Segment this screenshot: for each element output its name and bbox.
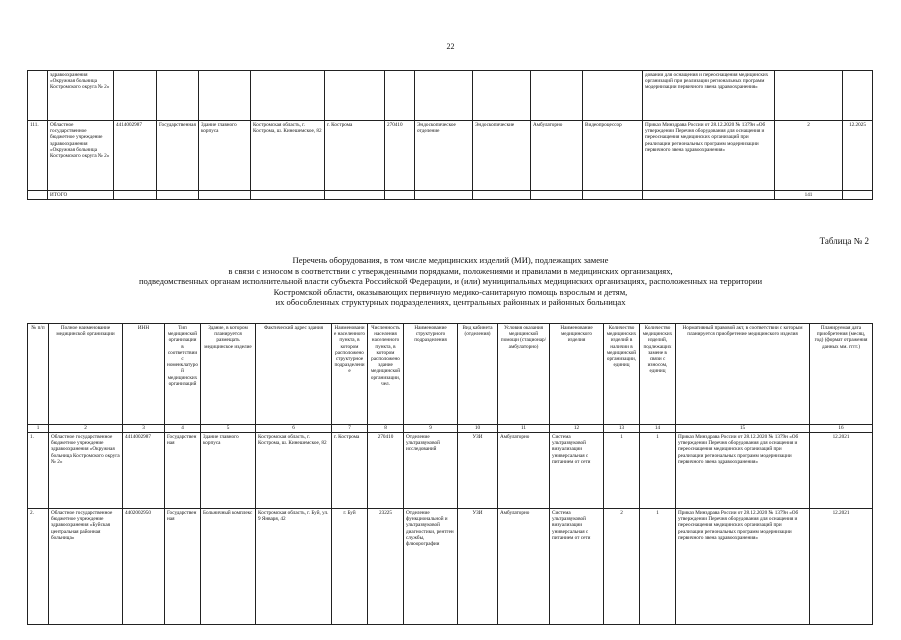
column-number: 2 xyxy=(49,425,123,433)
cell-date: 12.2025 xyxy=(843,121,873,191)
cell-address: Костромская область, г. Кострома, ш. Кинешемское, 82 xyxy=(256,433,332,509)
header-cell: Количество медицинских изделий, подлежащих замене в связи с износом, единиц xyxy=(640,324,676,425)
cell-qty-replace: 1 xyxy=(640,509,676,625)
cell-qty: 2 xyxy=(775,121,843,191)
heading-line: в связи с износом в соответствии с утвержденными порядками, положениями и правилами в медицинских организациях, xyxy=(228,265,673,276)
cell-inn: 4414002987 xyxy=(123,433,165,509)
header-cell: Планируемая дата приобретения (месяц, год) (формат отражения данных мм. гггг.) xyxy=(810,324,873,425)
column-number: 14 xyxy=(640,425,676,433)
header-cell: Фактический адрес здания xyxy=(256,324,332,425)
cell-org: здравоохранения «Окружная больница Костромского округа № 2» xyxy=(48,71,114,121)
cell-date: 12.2021 xyxy=(810,433,873,509)
cell-department: Отделение ультразвуковой исследований xyxy=(404,433,458,509)
cell-org: Областное государственное бюджетное учреждение здравоохранения «Буйская центральная районная больница» xyxy=(49,509,123,625)
header-cell: Нормативный правовой акт, в соответствии с которым планируется приобретение медицинского изделия xyxy=(676,324,810,425)
column-number: 11 xyxy=(498,425,550,433)
column-number: 1 xyxy=(28,425,49,433)
column-number: 15 xyxy=(676,425,810,433)
table-row xyxy=(28,121,873,191)
cell-org: Областное государственное бюджетное учреждение здравоохранения «Окружная больница Костромского округа № 2» xyxy=(48,121,114,191)
cell-org: Областное государственное бюджетное учреждение здравоохранения «Окружная больница Костромского округа № 2» xyxy=(49,433,123,509)
table-row xyxy=(28,433,873,509)
cell-building: Больничный комплекс xyxy=(201,509,256,625)
column-number-row xyxy=(28,425,873,433)
table-number: Таблица № 2 xyxy=(819,236,869,246)
cell-type: Государственная xyxy=(165,433,201,509)
header-cell: Полное наименование медицинской организации xyxy=(49,324,123,425)
column-number: 10 xyxy=(458,425,498,433)
header-cell: Наименование структурного подразделения xyxy=(404,324,458,425)
column-number: 5 xyxy=(201,425,256,433)
table-row xyxy=(28,509,873,625)
cell-population: 270410 xyxy=(368,433,404,509)
header-row xyxy=(28,324,873,425)
table-heading xyxy=(60,255,841,308)
cell-device: Система ультразвуковой визуализации универсальная с питанием от сети xyxy=(550,433,604,509)
cell-type: Государственная xyxy=(165,509,201,625)
cell-building: Здание главного корпуса xyxy=(199,121,251,191)
header-cell: Вид кабинета (отделения) xyxy=(458,324,498,425)
header-cell: Здание, в котором планируется размещать медицинское изделие xyxy=(201,324,256,425)
cell-qty-replace: 1 xyxy=(640,433,676,509)
cell-city: г. Буй xyxy=(332,509,368,625)
column-number: 4 xyxy=(165,425,201,433)
cell-department: Отделение функциональной и ультразвуковой диагностики, рентген службы, флюорографии xyxy=(404,509,458,625)
cell-inn: 4414002987 xyxy=(114,121,157,191)
equipment-table-2 xyxy=(27,323,873,625)
column-number: 7 xyxy=(332,425,368,433)
cell-conditions: Амбулаторно xyxy=(498,433,550,509)
cell-cabinet: Эндоскопические xyxy=(473,121,531,191)
heading-line: их обособленных структурных подразделениях, центральных районных и районных больницах xyxy=(275,297,626,308)
header-cell: Наименование медицинского изделия xyxy=(550,324,604,425)
header-cell: Наименование населенного пункта, в котором расположено структурное подразделение xyxy=(332,324,368,425)
cell-qty-available: 1 xyxy=(604,433,640,509)
total-row xyxy=(28,191,873,200)
header-cell: ИНН xyxy=(123,324,165,425)
cell-address: Костромская область, г. Буй, ул. 9 Января, 42 xyxy=(256,509,332,625)
column-number: 12 xyxy=(550,425,604,433)
total-value: 141 xyxy=(775,191,843,200)
cell-qty-available: 2 xyxy=(604,509,640,625)
cell-num: 2. xyxy=(28,509,49,625)
cell-population: 270410 xyxy=(385,121,415,191)
column-number: 3 xyxy=(123,425,165,433)
header-cell: Численность населения населенного пункта, в котором расположено здание медицинской организации, чел. xyxy=(368,324,404,425)
cell-law: Приказ Минздрава России от 28.12.2020 № 1379н «Об утверждении Перечня оборудования для оснащения и переоснащения медицинских организаций при реализации региональных программ модернизации первичного звена здравоохранения» xyxy=(676,433,810,509)
cell-building: Здание главного корпуса xyxy=(201,433,256,509)
cell-inn: 4402002950 xyxy=(123,509,165,625)
column-number: 13 xyxy=(604,425,640,433)
page-number: 22 xyxy=(446,42,455,51)
header-cell: № п/п xyxy=(28,324,49,425)
heading-line: Перечень оборудования, в том числе медицинских изделий (МИ), подлежащих замене xyxy=(292,255,609,265)
cell-population: 23225 xyxy=(368,509,404,625)
cell-device: Видеопроцессор xyxy=(583,121,643,191)
column-number: 8 xyxy=(368,425,404,433)
column-number: 9 xyxy=(404,425,458,433)
column-number: 6 xyxy=(256,425,332,433)
header-cell: Тип медицинской организации в соответствии с номенклатурой медицинских организаций xyxy=(165,324,201,425)
heading-line: Костромской области, оказывающих первичную медико-санитарную помощь взрослым и детям, xyxy=(273,286,628,297)
cell-law: Приказ Минздрава России от 28.12.2020 № 1379н «Об утверждении Перечня оборудования для оснащения и переоснащения медицинских организаций при реализации региональных программ модернизации первичного звена здравоохранения» xyxy=(643,121,775,191)
cell-cabinet: УЗИ xyxy=(458,433,498,509)
cell-law: Приказ Минздрава России от 28.12.2020 № 1379н «Об утверждении Перечня оборудования для оснащения и переоснащения медицинских организаций при реализации региональных программ модернизации первичного звена здравоохранения» xyxy=(676,509,810,625)
heading-line: подведомственных органам исполнительной власти субъекта Российской Федерации, и (или) муниципальных медицинских организациях, расположенных на территории xyxy=(138,276,763,287)
cell-address: Костромская область, г. Кострома, ш. Кинешемское, 82 xyxy=(251,121,325,191)
cell-device: Система ультразвуковой визуализации универсальная с питанием от сети xyxy=(550,509,604,625)
cell-cabinet: УЗИ xyxy=(458,509,498,625)
total-label: ИТОГО xyxy=(48,191,114,200)
header-cell: Условия оказания медицинской помощи (стационар/амбулаторно) xyxy=(498,324,550,425)
header-cell: Количество медицинских изделий в наличии в медицинской организации, единиц xyxy=(604,324,640,425)
column-number: 16 xyxy=(810,425,873,433)
cell-date: 12.2021 xyxy=(810,509,873,625)
cell-city: г. Кострома xyxy=(325,121,385,191)
cell-law: довании для оснащения и переоснащения медицинских организаций при реализации региональных программ модернизации первичного звена здравоохранения» xyxy=(643,71,775,121)
cell-num: 1. xyxy=(28,433,49,509)
cell-type: Государственная xyxy=(157,121,199,191)
cell-city: г. Кострома xyxy=(332,433,368,509)
equipment-table-1 xyxy=(27,70,873,200)
table-row xyxy=(28,71,873,121)
cell-department: Эндоскопическое отделение xyxy=(415,121,473,191)
cell-conditions: Амбулаторно xyxy=(531,121,583,191)
cell-num: 111. xyxy=(28,121,48,191)
cell-conditions: Амбулаторно xyxy=(498,509,550,625)
